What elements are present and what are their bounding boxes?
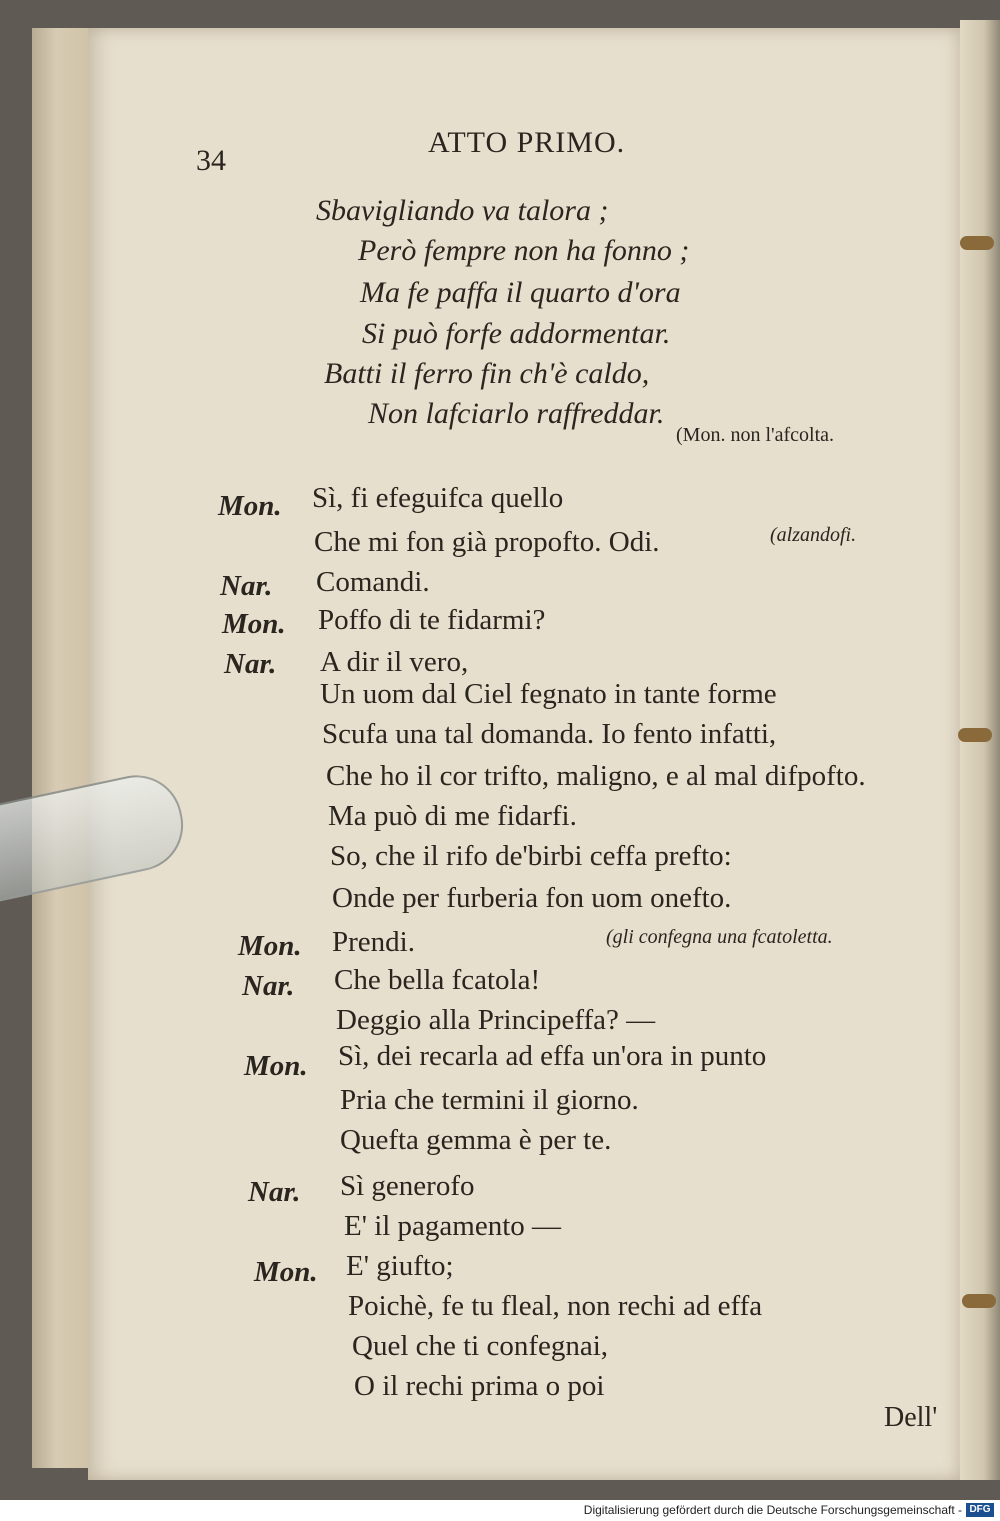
dialogue-line: Quefta gemma è per te. (340, 1124, 612, 1156)
verse-line: Sbavigliando va talora ; (316, 194, 609, 227)
verse-line: Batti il ferro fin ch'è caldo, (324, 357, 650, 390)
speaker-label: Nar. (220, 570, 273, 602)
binding-thread (960, 236, 994, 250)
dialogue-line: Scufa una tal domanda. Io fento infatti, (322, 718, 777, 750)
running-header: ATTO PRIMO. (428, 126, 626, 159)
binding-thread (962, 1294, 996, 1308)
dialogue-line: Onde per furberia fon uom onefto. (332, 882, 732, 914)
dialogue-line: Che ho il cor trifto, maligno, e al mal difpofto. (326, 760, 866, 792)
binding-thread (958, 728, 992, 742)
dialogue-line: So, che il rifo de'birbi ceffa prefto: (330, 840, 732, 872)
speaker-label: Nar. (224, 648, 277, 680)
speaker-label: Mon. (222, 608, 286, 640)
dialogue-line: Comandi. (316, 566, 430, 598)
dialogue-line: Deggio alla Principeffa? — (336, 1004, 656, 1036)
dialogue-line: E' il pagamento — (344, 1210, 562, 1242)
speaker-label: Nar. (242, 970, 295, 1002)
dfg-logo: DFG (966, 1503, 994, 1517)
footer-credit: Digitalisierung gefördert durch die Deutsche Forschungsgemeinschaft - (583, 1503, 962, 1517)
page-number: 34 (196, 144, 226, 177)
stage-direction: (gli confegna una fcatoletta. (606, 926, 833, 948)
dialogue-line: Che bella fcatola! (334, 964, 541, 996)
speaker-label: Mon. (218, 490, 282, 522)
speaker-label: Mon. (238, 930, 302, 962)
dialogue-line: Poffo di te fidarmi? (318, 604, 546, 636)
dialogue-line: Pria che termini il giorno. (340, 1084, 639, 1116)
stage-direction: (Mon. non l'afcolta. (676, 424, 835, 446)
dialogue-line: A dir il vero, (320, 646, 469, 678)
dialogue-line: Sì, dei recarla ad effa un'ora in punto (338, 1040, 767, 1072)
dialogue-line: Un uom dal Ciel fegnato in tante forme (320, 678, 777, 710)
stage-direction: (alzandofi. (770, 524, 857, 546)
dialogue-line: Sì, fi efeguifca quello (312, 482, 564, 514)
dialogue-line: Sì generofo (340, 1170, 475, 1202)
dialogue-line: Quel che ti confegnai, (352, 1330, 609, 1362)
catchword: Dell' (884, 1402, 938, 1433)
verse-line: Non lafciarlo raffreddar. (368, 397, 665, 430)
speaker-label: Nar. (248, 1176, 301, 1208)
dialogue-line: Che mi fon già propofto. Odi. (314, 526, 660, 558)
dialogue-line: Ma può di me fidarfi. (328, 800, 577, 832)
dialogue-line: Poichè, fe tu fleal, non rechi ad effa (348, 1290, 763, 1322)
page-edge-left (32, 28, 93, 1468)
footer-bar (0, 1500, 1000, 1521)
speaker-label: Mon. (254, 1256, 318, 1288)
verse-line: Però fempre non ha fonno ; (358, 234, 690, 267)
dialogue-line: Prendi. (332, 926, 415, 958)
speaker-label: Mon. (244, 1050, 308, 1082)
verse-line: Si può forfe addormentar. (362, 317, 671, 350)
verse-line: Ma fe paffa il quarto d'ora (360, 276, 681, 309)
dialogue-line: O il rechi prima o poi (354, 1370, 605, 1402)
dialogue-line: E' giufto; (346, 1250, 454, 1282)
